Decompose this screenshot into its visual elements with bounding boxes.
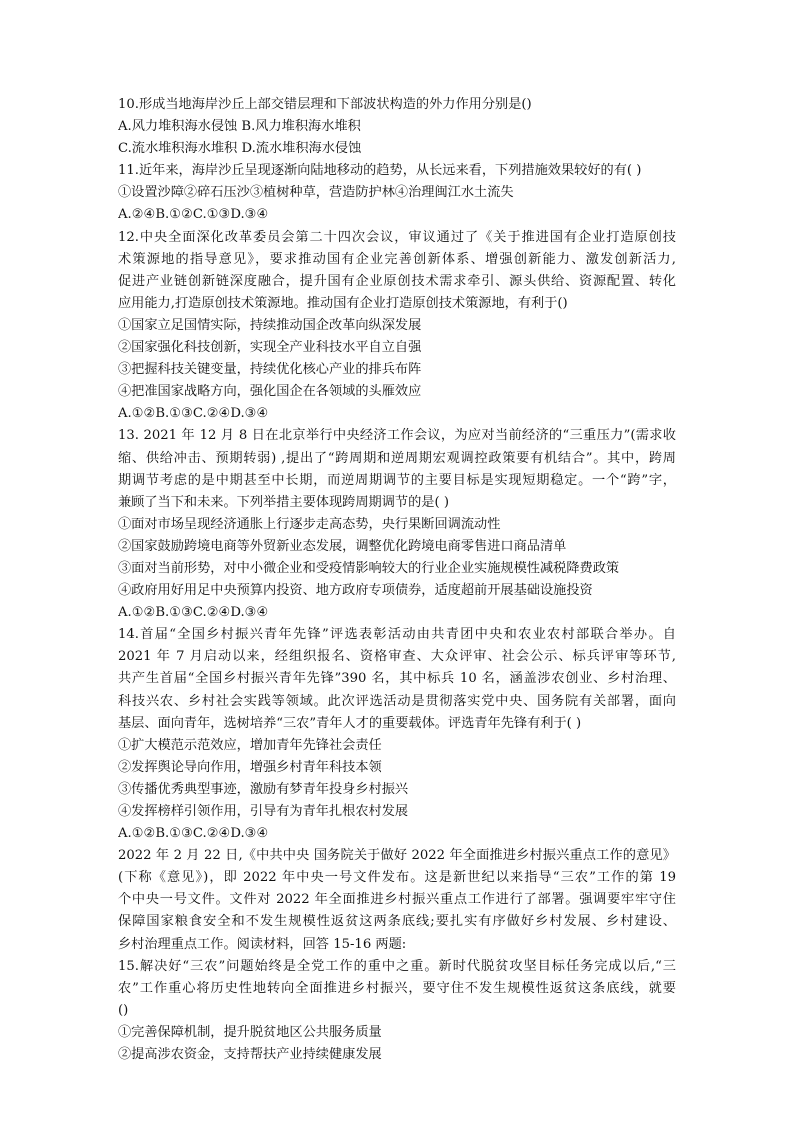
text-line: 保障国家粮食安全和不发生规模性返贫这两条底线;要扎实有序做好乡村发展、乡村建设、	[118, 914, 676, 930]
text-line: 个中央一号文件。文件对 2022 年全面推进乡村振兴重点工作进行了部署。强调要牢牢守住	[118, 892, 676, 908]
text-line: ①设置沙障②碎石压沙③植树种草，营造防护林④治理闽江水土流失	[118, 185, 514, 201]
text-line: 农”工作重心将历史性地转向全面推进乡村振兴，要守住不发生规模性返贫这条底线，就要	[118, 980, 676, 996]
text-line: A.①②B.①③C.②④D.③④	[118, 406, 269, 422]
text-line: (下称《意见》)，即 2022 年中央一号文件发布。这是新世纪以来指导“三农”工作的第 19	[118, 870, 676, 886]
text-line: 科技兴农、乡村社会实践等领域。此次评选活动是贯彻落实党中央、国务院有关部署，面向	[118, 693, 676, 709]
text-line: 基层、面向青年，选树培养“三农”青年人才的重要载体。评选青年先锋有利于( )	[118, 715, 582, 731]
text-line: ③把握科技关键变量，持续优化核心产业的排兵布阵	[118, 362, 422, 378]
text-line: ④发挥榜样引领作用，引导有为青年扎根农村发展	[118, 804, 409, 819]
text-line: A.①②B.①③C.②④D.③④	[118, 826, 269, 842]
document-body	[118, 94, 676, 1066]
text-line: ②提高涉农资金，支持帮扶产业持续健康发展	[118, 1047, 382, 1063]
text-line: ④政府用好用足中央预算内投资、地方政府专项债券，适度超前开展基础设施投资	[118, 583, 593, 599]
text-line: ②国家鼓励跨境电商等外贸新业态发展，调整优化跨境电商零售进口商品清单	[118, 538, 567, 554]
text-line: 共产生首届“全国乡村振兴青年先锋”390 名，其中标兵 10 名，涵盖涉农创业、乡村治理、	[118, 671, 676, 687]
text-line: ③传播优秀典型事迹，激励有梦青年投身乡村振兴	[118, 781, 409, 797]
text-line: 11.近年来，海岸沙丘呈现逐渐向陆地移动的趋势，从长远来看，下列措施效果较好的有( )	[118, 163, 642, 179]
text-line: ①国家立足国情实际，持续推动国企改革向纵深发展	[118, 317, 422, 333]
text-line: C.流水堆积海水堆积 D.流水堆积海水侵蚀	[118, 141, 362, 157]
text-line: 13. 2021 年 12 月 8 日在北京举行中央经济工作会议，为应对当前经济的“三重压力”(需求收	[118, 428, 676, 444]
text-line: 术策源地的指导意见》，要求推动国有企业完善创新体系、增强创新能力、激发创新活力,	[118, 251, 676, 267]
text-line: ()	[118, 1002, 129, 1018]
text-line: 10.形成当地海岸沙丘上部交错层理和下部波状构造的外力作用分别是()	[118, 97, 532, 112]
text-line: ①面对市场呈现经济通胀上行逐步走高态势，央行果断回调流动性	[118, 516, 501, 532]
text-line: 促进产业链创新链深度融合，提升国有企业原创技术需求牵引、源头供给、资源配置、转化	[118, 273, 676, 289]
text-line: ①扩大模范示范效应，增加青年先锋社会责任	[118, 737, 382, 753]
text-line: 12.中央全面深化改革委员会第二十四次会议，审议通过了《关于推进国有企业打造原创技	[118, 229, 676, 245]
text-line: 14.首届“全国乡村振兴青年先锋”评选表彰活动由共青团中央和农业农村部联合举办。自	[118, 627, 676, 643]
text-line: A.①②B.①③C.②④D.③④	[118, 605, 269, 621]
text-line: ④把准国家战略方向，强化国企在各领域的头雁效应	[118, 384, 422, 400]
text-line: A.风力堆积海水侵蚀 B.风力堆积海水堆积	[118, 119, 361, 135]
text-line: 2022 年 2 月 22 日,《中共中央 国务院关于做好 2022 年全面推进乡村振兴重点工作的意见》	[118, 848, 676, 864]
text-line: 期调节考虑的是中期甚至中长期，而逆周期调节的主要目标是实现短期稳定。一个“跨”字，	[118, 472, 676, 488]
text-line: 缩、供给冲击、预期转弱) ,提出了“跨周期和逆周期宏观调控政策要有机结合”。其中，跨周	[118, 450, 676, 466]
text-line: 2021 年 7 月启动以来，经组织报名、资格审查、大众评审、社会公示、标兵评审等环节,	[118, 649, 676, 665]
text-line: 兼顾了当下和未来。下列举措主要体现跨周期调节的是( )	[118, 494, 449, 510]
text-line: 15.解决好“三农”问题始终是全党工作的重中之重。新时代脱贫攻坚目标任务完成以后,“三	[118, 958, 676, 974]
text-line: 乡村治理重点工作。阅读材料，回答 15-16 两题:	[118, 936, 407, 952]
text-line: A.②④B.①②C.①③D.③④	[118, 207, 269, 223]
text-line: ②国家强化科技创新，实现全产业科技水平自立自强	[118, 340, 422, 356]
text-line: ③面对当前形势，对中小微企业和受疫情影响较大的行业企业实施规模性减税降费政策	[118, 560, 620, 576]
text-line: 应用能力,打造原创技术策源地。推动国有企业打造原创技术策源地，有利于()	[118, 295, 568, 311]
text-line: ①完善保障机制，提升脱贫地区公共服务质量	[118, 1024, 382, 1040]
text-line: ②发挥舆论导向作用，增强乡村青年科技本领	[118, 759, 382, 775]
